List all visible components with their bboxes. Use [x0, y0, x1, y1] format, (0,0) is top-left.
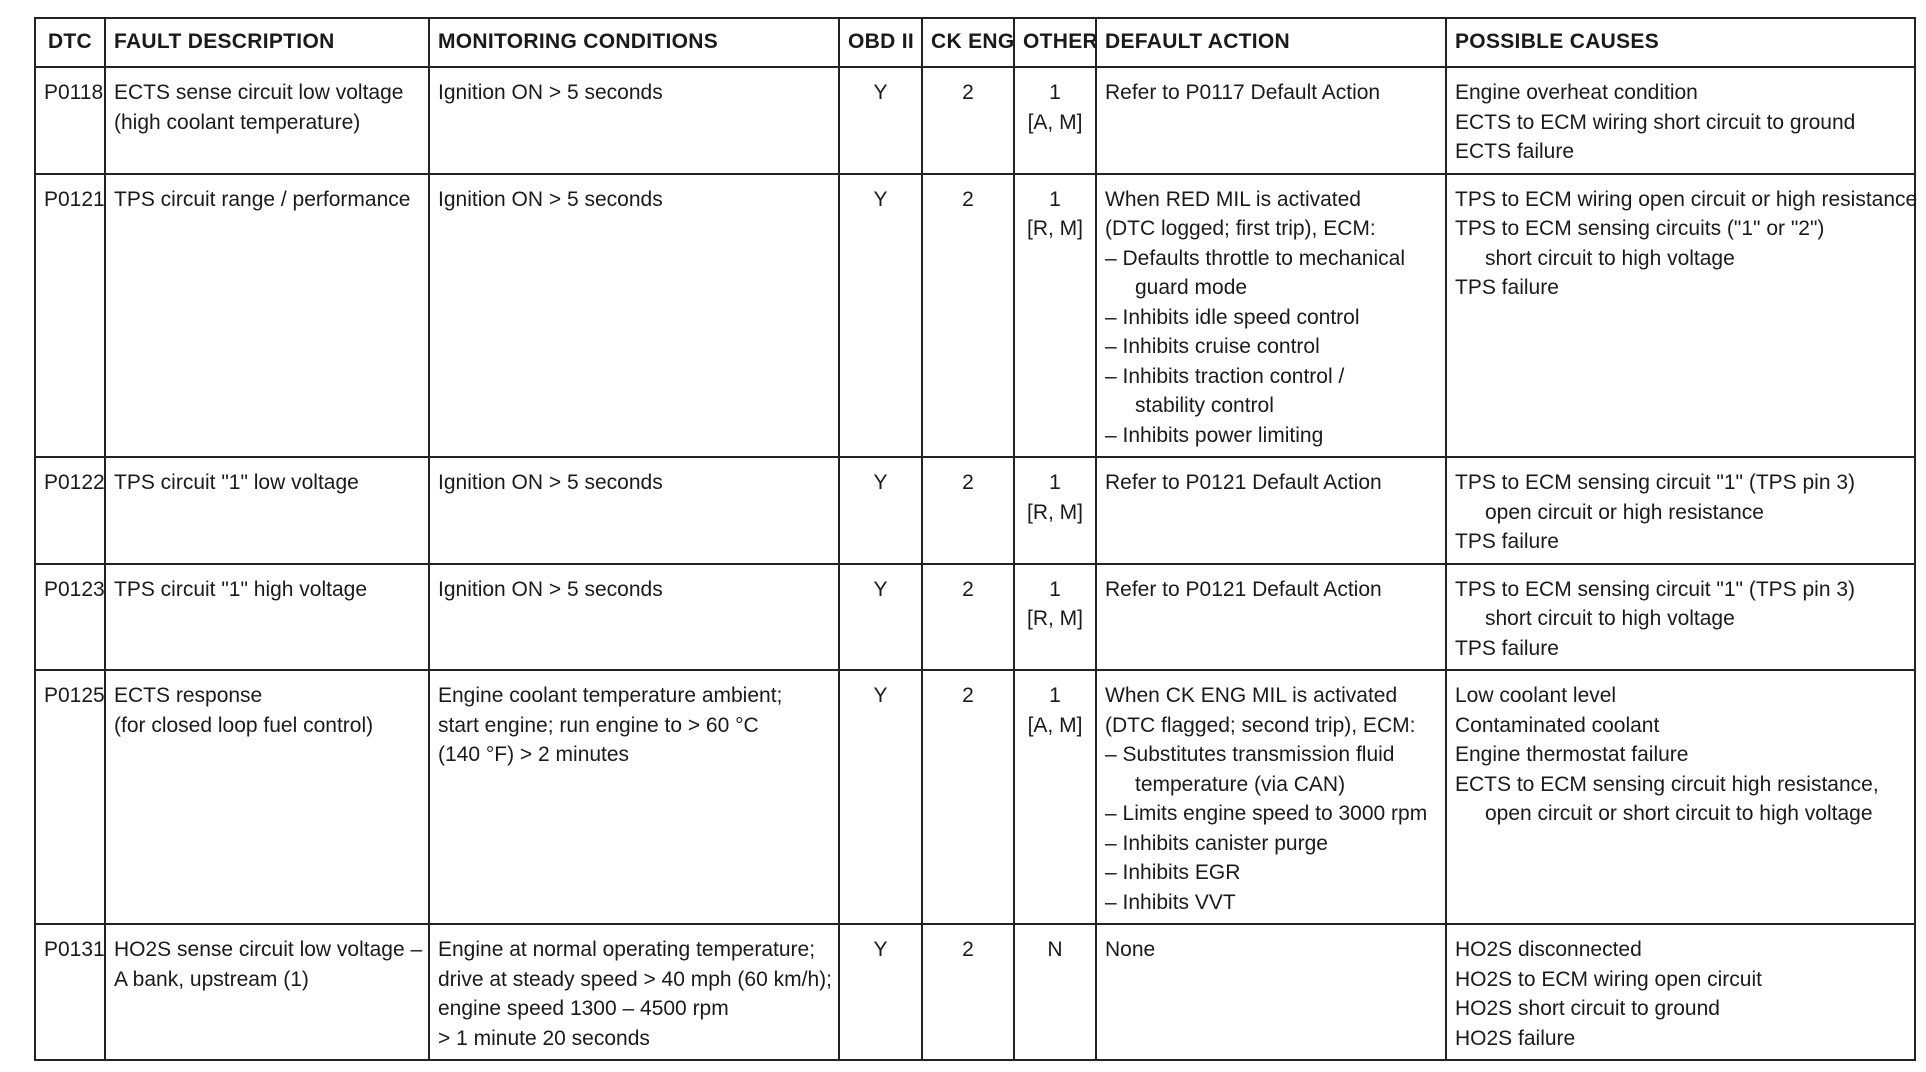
cell-line: [R, M]: [1027, 500, 1083, 524]
cell-line: – Limits engine speed to 3000 rpm: [1105, 802, 1428, 825]
ck-eng-cell: 2: [922, 457, 1014, 564]
cell-line: Contaminated coolant: [1455, 713, 1660, 737]
cell-line: TPS failure: [1455, 276, 1559, 299]
header-fault-description: FAULT DESCRIPTION: [105, 18, 429, 67]
cell-line: 1: [1049, 81, 1061, 104]
cell-line: guard mode: [1135, 276, 1248, 299]
cell-line: HO2S short circuit to ground: [1455, 997, 1720, 1020]
obd-ii-cell: Y: [839, 564, 922, 671]
cell-line: open circuit or high resistance: [1485, 500, 1764, 524]
fault-description-cell: [105, 457, 429, 564]
cell-line: (high coolant temperature): [114, 110, 361, 134]
cell-line: 1: [1049, 187, 1061, 211]
cell-line: ECTS response: [114, 684, 263, 707]
cell-line: (DTC logged; first trip), ECM:: [1105, 217, 1376, 240]
cell-line: Refer to P0117 Default Action: [1105, 81, 1381, 104]
cell-line: [A, M]: [1027, 110, 1083, 134]
header-obd-ii: OBD II: [839, 18, 922, 67]
possible-causes-cell: [1446, 670, 1915, 924]
possible-causes-cell: [1446, 924, 1915, 1060]
dtc-cell: P0122: [35, 457, 105, 564]
default-action-cell: [1096, 457, 1446, 564]
ck-eng-cell: 2: [922, 924, 1014, 1060]
cell-line: (for closed loop fuel control): [114, 713, 374, 737]
cell-line: A bank, upstream (1): [114, 967, 309, 991]
cell-line: TPS to ECM sensing circuits ("1" or "2"): [1455, 217, 1825, 240]
cell-line: Low coolant level: [1455, 684, 1617, 707]
cell-line: 1: [1049, 577, 1061, 601]
header-ck-eng: CK ENG: [922, 18, 1014, 67]
possible-causes-cell: [1446, 564, 1915, 671]
cell-line: – Inhibits canister purge: [1105, 831, 1328, 855]
cell-line: HO2S failure: [1455, 1026, 1576, 1050]
cell-line: drive at steady speed > 40 mph (60 km/h);: [438, 967, 832, 991]
possible-causes-cell: [1446, 67, 1915, 174]
other-cell: [1014, 67, 1096, 174]
table-row: [35, 67, 1915, 174]
dtc-cell: P0121: [35, 174, 105, 458]
cell-line: HO2S disconnected: [1455, 938, 1642, 961]
default-action-cell: [1096, 670, 1446, 924]
cell-line: TPS circuit range / performance: [114, 187, 411, 211]
table-row: [35, 564, 1915, 671]
monitoring-conditions-cell: [429, 924, 839, 1060]
cell-line: [R, M]: [1027, 217, 1083, 240]
cell-line: Ignition ON > 5 seconds: [438, 81, 663, 104]
other-cell: [1014, 174, 1096, 458]
cell-line: start engine; run engine to > 60 °C: [438, 713, 759, 737]
cell-line: Engine overheat condition: [1455, 81, 1698, 104]
table-row: [35, 924, 1915, 1060]
cell-line: N: [1047, 938, 1063, 961]
other-cell: [1014, 457, 1096, 564]
cell-line: short circuit to high voltage: [1485, 246, 1735, 270]
cell-line: Engine coolant temperature ambient;: [438, 684, 783, 707]
cell-line: TPS to ECM sensing circuit "1" (TPS pin 3): [1455, 577, 1856, 601]
default-action-cell: [1096, 564, 1446, 671]
ck-eng-cell: 2: [922, 174, 1014, 458]
cell-line: TPS to ECM wiring open circuit or high resistance: [1455, 187, 1918, 211]
cell-line: ECTS to ECM wiring short circuit to ground: [1455, 110, 1856, 134]
cell-line: Refer to P0121 Default Action: [1105, 577, 1382, 601]
cell-line: – Defaults throttle to mechanical: [1105, 246, 1405, 270]
cell-line: – Inhibits power limiting: [1105, 423, 1324, 447]
cell-line: short circuit to high voltage: [1485, 607, 1735, 630]
table-body: [35, 67, 1918, 1060]
cell-line: Ignition ON > 5 seconds: [438, 471, 663, 494]
fault-description-cell: [105, 670, 429, 924]
monitoring-conditions-cell: [429, 174, 839, 458]
monitoring-conditions-cell: [429, 670, 839, 924]
other-cell: [1014, 564, 1096, 671]
other-cell: [1014, 670, 1096, 924]
cell-line: ECTS failure: [1455, 140, 1575, 163]
ck-eng-cell: 2: [922, 564, 1014, 671]
cell-line: (140 °F) > 2 minutes: [438, 743, 630, 766]
obd-ii-cell: Y: [839, 670, 922, 924]
possible-causes-cell: [1446, 174, 1918, 458]
possible-causes-cell: [1446, 457, 1915, 564]
ck-eng-cell: 2: [922, 670, 1014, 924]
cell-line: Ignition ON > 5 seconds: [438, 577, 663, 601]
table-row: [35, 457, 1915, 564]
obd-ii-cell: Y: [839, 174, 922, 458]
header-row: [35, 18, 1915, 67]
other-cell: [1014, 924, 1096, 1060]
header-monitoring-conditions: MONITORING CONDITIONS: [429, 18, 839, 67]
cell-line: TPS failure: [1455, 636, 1559, 660]
dtc-cell: P0125: [35, 670, 105, 924]
obd-ii-cell: Y: [839, 67, 922, 174]
table-row: [35, 174, 1915, 458]
cell-line: – Inhibits EGR: [1105, 861, 1241, 884]
cell-line: TPS circuit "1" high voltage: [114, 577, 368, 601]
cell-line: [A, M]: [1027, 713, 1083, 737]
fault-description-cell: [105, 174, 429, 458]
cell-line: TPS circuit "1" low voltage: [114, 471, 359, 494]
ck-eng-cell: 2: [922, 67, 1014, 174]
cell-line: – Substitutes transmission fluid: [1105, 743, 1395, 766]
cell-line: 1: [1049, 684, 1061, 707]
table-row: [35, 670, 1915, 924]
cell-line: TPS to ECM sensing circuit "1" (TPS pin 3): [1455, 471, 1856, 494]
header-possible-causes: POSSIBLE CAUSES: [1446, 18, 1915, 67]
cell-line: None: [1105, 938, 1156, 961]
default-action-cell: [1096, 924, 1446, 1060]
cell-line: When CK ENG MIL is activated: [1105, 684, 1398, 707]
monitoring-conditions-cell: [429, 457, 839, 564]
cell-line: – Inhibits VVT: [1105, 890, 1236, 914]
fault-description-cell: [105, 564, 429, 671]
monitoring-conditions-cell: [429, 67, 839, 174]
cell-line: open circuit or short circuit to high voltage: [1485, 802, 1873, 825]
dtc-cell: P0123: [35, 564, 105, 671]
cell-line: Engine thermostat failure: [1455, 743, 1689, 766]
monitoring-conditions-cell: [429, 564, 839, 671]
cell-line: Engine at normal operating temperature;: [438, 938, 816, 961]
obd-ii-cell: Y: [839, 924, 922, 1060]
cell-line: – Inhibits cruise control: [1105, 335, 1320, 358]
cell-line: When RED MIL is activated: [1105, 187, 1361, 211]
header-other: OTHER: [1014, 18, 1096, 67]
header-default-action: DEFAULT ACTION: [1096, 18, 1446, 67]
dtc-cell: P0118: [35, 67, 105, 174]
cell-line: ECTS to ECM sensing circuit high resistance,: [1455, 772, 1879, 796]
cell-line: (DTC flagged; second trip), ECM:: [1105, 713, 1416, 737]
default-action-cell: [1096, 67, 1446, 174]
dtc-table-document: [34, 17, 1918, 1061]
cell-line: temperature (via CAN): [1135, 772, 1346, 796]
cell-line: HO2S to ECM wiring open circuit: [1455, 967, 1762, 991]
cell-line: stability control: [1135, 394, 1274, 417]
cell-line: 1: [1049, 471, 1061, 494]
cell-line: Refer to P0121 Default Action: [1105, 471, 1382, 494]
cell-line: – Inhibits traction control /: [1105, 364, 1345, 388]
cell-line: TPS failure: [1455, 530, 1559, 553]
fault-description-cell: [105, 924, 429, 1060]
dtc-table: [34, 17, 1916, 1061]
dtc-cell: P0131: [35, 924, 105, 1060]
cell-line: > 1 minute 20 seconds: [438, 1026, 650, 1050]
header-dtc: DTC: [35, 18, 105, 67]
cell-line: Ignition ON > 5 seconds: [438, 187, 663, 211]
obd-ii-cell: Y: [839, 457, 922, 564]
cell-line: [R, M]: [1027, 607, 1083, 630]
default-action-cell: [1096, 174, 1446, 458]
cell-line: engine speed 1300 – 4500 rpm: [438, 997, 729, 1020]
cell-line: ECTS sense circuit low voltage: [114, 81, 404, 104]
cell-line: HO2S sense circuit low voltage –: [114, 938, 423, 961]
cell-line: – Inhibits idle speed control: [1105, 305, 1360, 329]
fault-description-cell: [105, 67, 429, 174]
